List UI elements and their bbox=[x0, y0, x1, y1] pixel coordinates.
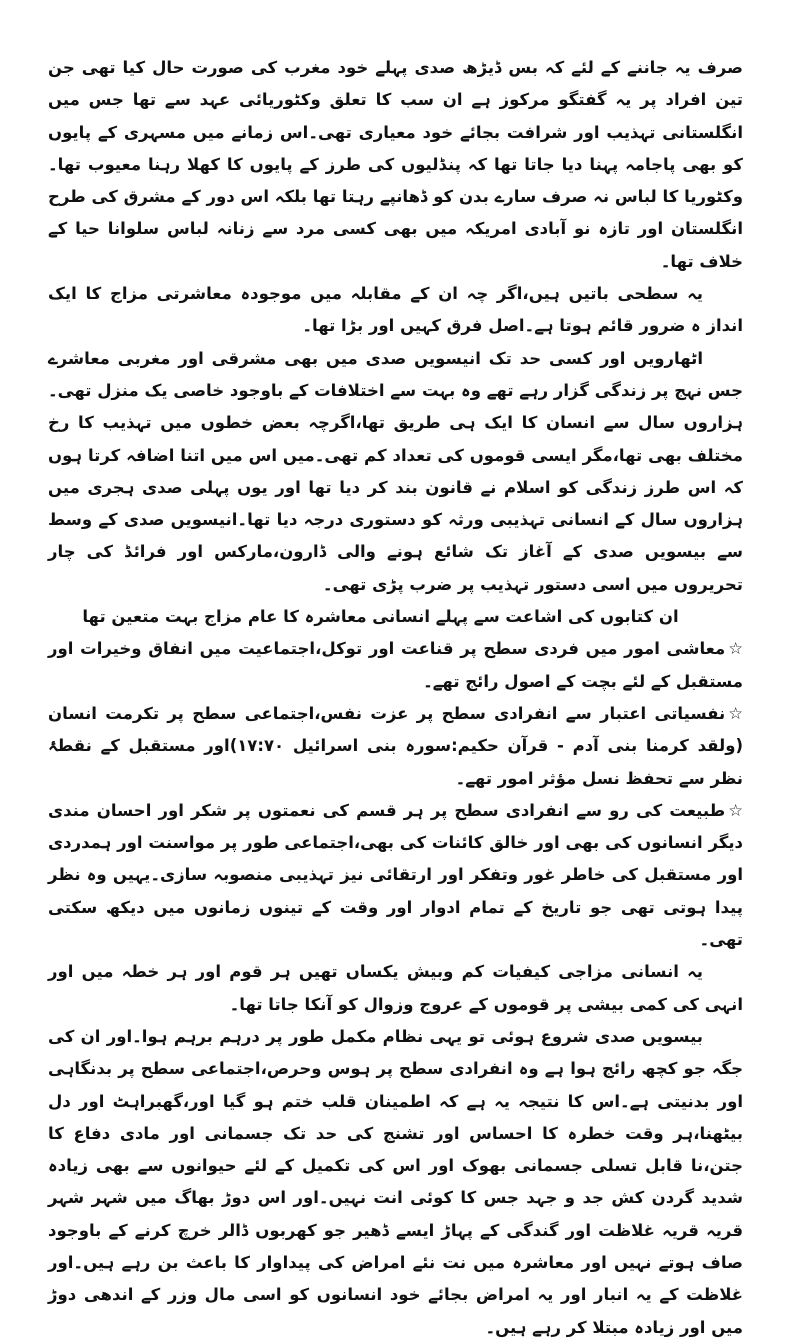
paragraph-victorian-era: صرف یہ جاننے کے لئے کہ بس ڈیڑھ صدی پہلے خود مغرب کی صورت حال کیا تھی جن تین افراد پر یہ گفتگو مرکوز ہے ان سب کا تعلق وکٹوریائی عہد سے تھا جس میں انگلستانی تہذیب اور شرافت بجائے خود معیاری تھی۔اس زمانے میں مسہری کے پایوں کو بھی پاجامہ پہنا دیا جاتا تھا کہ پنڈلیوں کی طرز کے پایوں کا کھلا رہنا معیوب تھا۔وکٹوریا کا لباس نہ صرف سارے بدن کو ڈھانپے رہتا تھا بلکہ اس دور کے مشرق کی طرح انگلستان اور تازہ نو آبادی امریکہ میں بھی کسی مرد سے زنانہ لباس سلوانا حیا کے خلاف تھا۔ bbox=[48, 58, 743, 271]
bullet-psychological bbox=[48, 698, 743, 795]
paragraph-twentieth-century: بیسویں صدی شروع ہوئی تو یہی نظام مکمل طور پر درہم برہم ہوا۔اور ان کی جگہ جو کچھ رائج ہوا ہے وہ انفرادی سطح پر ہوس وحرص،اجتماعی سطح پر بدنگاہی اور بدنیتی ہے۔اس کا نتیجہ یہ ہے کہ اطمینان قلب ختم ہو گیا اور،گھبراہٹ اور دل بیٹھنا،ہر وقت خطرہ کا احساس اور تشنج کی حد تک جسمانی اور مادی دفاع کا جتن،نا قابل تسلی جسمانی بھوک اور اس کی تکمیل کے لئے حیوانوں سے بھی زیادہ شدید گردن کش جد و جہد جس کا کوئی انت نہیں۔اور اس دوڑ بھاگ میں شہر شہر قریہ قریہ غلاظت اور گندگی کے پہاڑ ایسے ڈھیر جو کھربوں ڈالر خرچ کرنے کے باوجود صاف ہوتے نہیں اور معاشرہ میں نت نئے امراض کی پیداوار کا باعث بن رہے ہیں۔اور غلاظت کے یہ انبار اور یہ امراض بجائے خود انسانوں کو اسی مال وزر کے اندھی دوڑ میں اور زیادہ مبتلا کر رہے ہیں۔ bbox=[48, 1026, 743, 1337]
document-body bbox=[48, 52, 743, 1344]
bullet-economic-text: معاشی امور میں فردی سطح پر قناعت اور توکل،اجتماعیت میں انفاق وخیرات اور مستقبل کے لئے بچت کے اصول رائج تھے۔ bbox=[48, 639, 743, 691]
star-icon: ☆ bbox=[728, 639, 743, 659]
paragraph-18th-19th-century: اٹھارویں اور کسی حد تک انیسویں صدی میں بھی مشرقی اور مغربی معاشرے جس نہج پر زندگی گزار رہے تھے وہ بہت سے اختلافات کے باوجود خاصی یک منزل تھی۔ہزاروں سال سے انسان کا ایک ہی طریق تھا،اگرچہ بعض خطوں میں تہذیب کا رخ مختلف بھی تھا،مگر ایسی قوموں کی تعداد کم تھی۔میں اس میں اتنا اضافہ کرتا ہوں کہ اس طرز زندگی کو اسلام نے قانون بند کر دیا تھا اور یوں پہلی صدی ہجری میں ہزاروں سال کے انسانی تہذیبی ورثہ کو دستوری درجہ دیا تھا۔انیسویں صدی کے وسط سے بیسویں صدی کے آغاز تک شائع ہونے والی ڈارون،مارکس اور فرائڈ کی چار تحریروں میں اسی دستور تہذیب پر ضرب پڑی تھی۔ bbox=[48, 348, 743, 594]
star-icon: ☆ bbox=[728, 800, 743, 820]
bullet-temperament bbox=[48, 795, 743, 956]
bullet-psychological-text: نفسیاتی اعتبار سے انفرادی سطح پر عزت نفس،اجتماعی سطح پر تکرمت انسان (ولقد کرمنا بنی آدم - قرآن حکیم:سورہ بنی اسرائیل ۱۷:۷۰)اور مستقبل کے نقطۂ نظر سے تحفظ نسل مؤثر امور تھے۔ bbox=[48, 703, 743, 788]
bullet-temperament-text: طبیعت کی رو سے انفرادی سطح پر ہر قسم کی نعمتوں پر شکر اور احسان مندی دیگر انسانوں کی بھی اور خالق کائنات کی بھی،اجتماعی طور پر مواسنت اور ہمدردی اور مستقبل کی خاطر غور وتفکر اور ارتقائی نیز تہذیبی منصوبہ سازی۔یہیں وہ نظر پیدا ہوتی تھی جو تاریخ کے تمام ادوار اور وقت کے تینوں زمانوں میں دیکھ سکتی تھی۔ bbox=[48, 800, 743, 950]
paragraph-before-books: ان کتابوں کی اشاعت سے پہلے انسانی معاشرہ کا عام مزاج بہت متعین تھا bbox=[82, 607, 679, 627]
paragraph-human-temperaments: یہ انسانی مزاجی کیفیات کم وبیش یکساں تھیں ہر قوم اور ہر خطہ میں اور انہی کی کمی بیشی پر قوموں کے عروج وزوال کو آنکا جاتا تھا۔ bbox=[48, 962, 743, 1014]
star-icon: ☆ bbox=[728, 703, 743, 723]
bullet-economic bbox=[48, 633, 743, 698]
paragraph-surface-matters: یہ سطحی باتیں ہیں،اگر چہ ان کے مقابلہ میں موجودہ معاشرتی مزاج کا ایک انداز ہ ضرور قائم ہوتا ہے۔اصل فرق کہیں اور بڑا تھا۔ bbox=[48, 284, 743, 336]
